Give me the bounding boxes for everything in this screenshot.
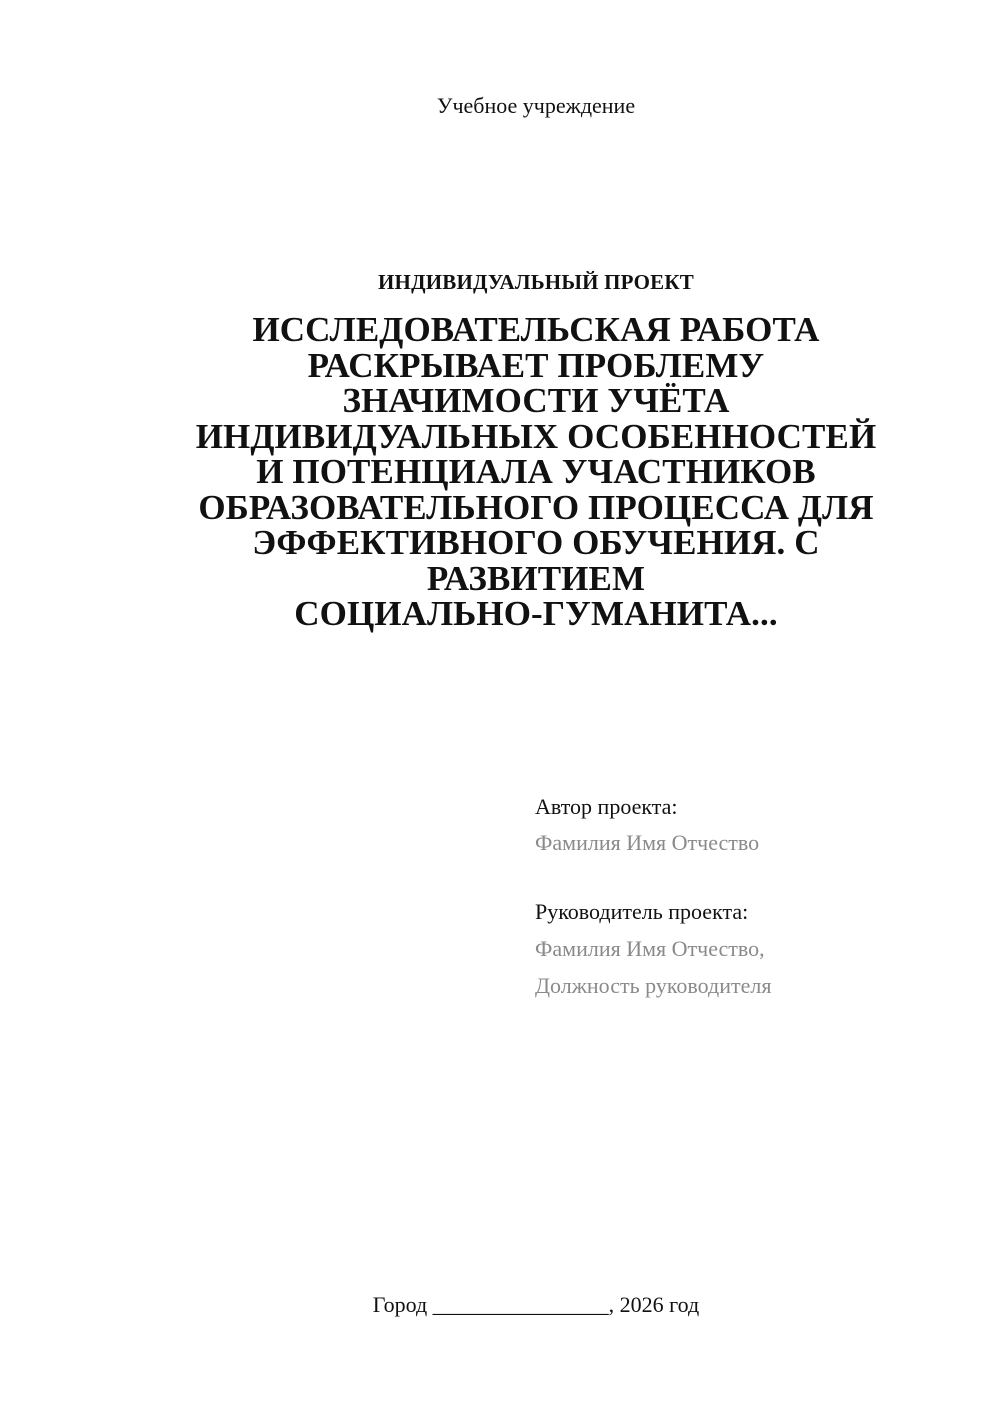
supervisor-name: Фамилия Имя Отчество, [535, 936, 765, 961]
supervisor-block [535, 893, 965, 1004]
title-line: ОБРАЗОВАТЕЛЬНОГО ПРОЦЕССА ДЛЯ [198, 487, 874, 527]
title-line: ЗНАЧИМОСТИ УЧЁТА [342, 381, 730, 420]
author-label: Автор проекта: [535, 794, 678, 819]
institution-name: Учебное учреждение [436, 93, 636, 118]
author-block [535, 789, 965, 861]
supervisor-position: Должность руководителя [535, 973, 772, 998]
title-line: РАСКРЫВАЕТ ПРОБЛЕМУ [307, 345, 765, 385]
title-line: ИССЛЕДОВАТЕЛЬСКАЯ РАБОТА [252, 310, 820, 349]
title-line: ЭФФЕКТИВНОГО ОБУЧЕНИЯ. С [252, 523, 820, 562]
supervisor-label: Руководитель проекта: [535, 899, 749, 924]
project-title [150, 312, 922, 632]
title-line: ИНДИВИДУАЛЬНЫХ ОСОБЕННОСТЕЙ [195, 416, 877, 456]
author-name: Фамилия Имя Отчество [535, 830, 760, 855]
title-line: СОЦИАЛЬНО-ГУМАНИТА... [294, 594, 778, 633]
title-line: И ПОТЕНЦИАЛА УЧАСТНИКОВ [256, 452, 816, 491]
city-year-footer: Город ________________, 2026 год [372, 1292, 700, 1317]
document-type: ИНДИВИДУАЛЬНЫЙ ПРОЕКТ [378, 270, 694, 294]
title-line: РАЗВИТИЕМ [426, 558, 646, 598]
